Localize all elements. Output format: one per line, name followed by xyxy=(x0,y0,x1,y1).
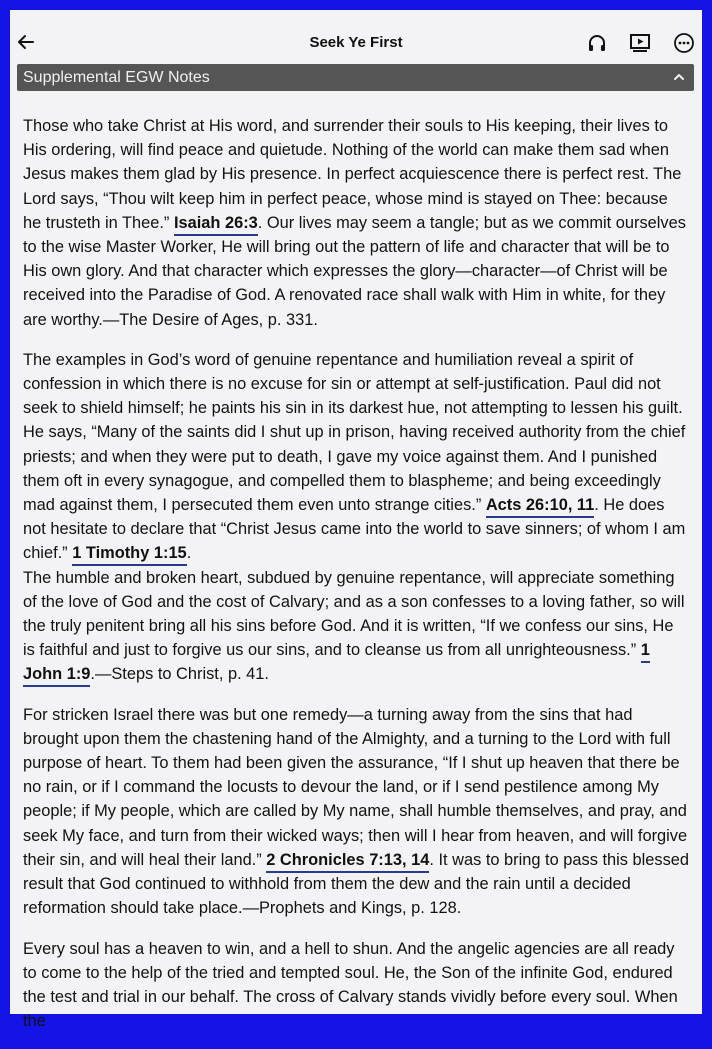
scripture-reference-link[interactable]: 2 Chronicles 7:13, 14 xyxy=(266,851,429,873)
headphones-icon[interactable] xyxy=(586,32,608,54)
paragraph-text: The examples in God’s word of genuine repentance and humiliation reveal a spirit of confession in which there is no excuse for sin or attempt at self-justification. Paul did not seek to shield himself; he paints his sin in its darkest hue, not attempting to lessen his guilt. He says, “Many of the saints did I shut up in prison, having received authority from the chief priests; and when they were put to death, I gave my voice against them. And I punished them oft in every synagogue, and compelled them to blaspheme; and being exceedingly mad against them, I persecuted them even unto strange cities.” xyxy=(23,350,686,515)
paragraph-text: . It was to bring to pass this blessed result that God continued to withhold from them the dew and the rain until a decided reformation should take place.—Prophets and Kings, p. 128. xyxy=(23,850,689,918)
chevron-up-icon[interactable] xyxy=(672,70,686,84)
paragraph-text: The humble and broken heart, subdued by genuine repentance, will appreciate something of the love of God and the cost of Calvary; and as a son confesses to a loving father, so will the truly penitent bring all his sins before God. And it is written, “If we confess our sins, He is faithful and just to forgive us our sins, and to cleanse us from all unrighteousness.” xyxy=(23,568,685,660)
paragraph-text: Every soul has a heaven to win, and a hell to shun. And the angelic agencies are all ready to come to the help of the tried and tempted soul. He, the Son of the infinite God, endured the test and trial in our behalf. The cross of Calvary stands vividly before every soul. When the xyxy=(23,939,678,1031)
scripture-reference-link[interactable]: Isaiah 26:3 xyxy=(174,214,258,236)
more-options-icon[interactable] xyxy=(673,32,695,54)
paragraph-text: Those who take Christ at His word, and surrender their souls to His keeping, their lives to His ordering, will find peace and quietude. Nothing of the world can make them sad when Jesus makes them glad by His presence. In perfect acquiescence there is perfect rest. The Lord says, “Thou wilt keep him in perfect peace, whose mind is stayed on Thee: because he trusteth in Thee.” xyxy=(23,117,682,232)
note-paragraph xyxy=(23,114,689,332)
note-paragraph xyxy=(23,703,689,921)
note-paragraph xyxy=(23,937,689,1034)
notes-content xyxy=(23,114,689,1049)
paragraph-text: .—Steps to Christ, p. 41. xyxy=(90,665,269,684)
section-title: Supplemental EGW Notes xyxy=(23,69,210,86)
page-title: Seek Ye First xyxy=(309,34,403,51)
note-paragraph xyxy=(23,566,689,687)
video-play-icon[interactable] xyxy=(629,32,651,54)
app-frame xyxy=(10,10,702,1031)
scripture-reference-link[interactable]: 1 Timothy 1:15 xyxy=(72,544,186,566)
paragraph-text: . Our lives may seem a tangle; but as we commit ourselves to the wise Master Worker, He will bring out the pattern of life and character that will be to His own glory. And that character which expresses the glory—character—of Christ will be received into the Paradise of God. A renovated race shall walk with Him in white, for they are worthy.—The Desire of Ages, p. 331. xyxy=(23,213,686,329)
paragraph-text: . xyxy=(186,544,192,563)
paragraph-text: . He does not hesitate to declare that “Christ Jesus came into the world to save sinners; of whom I am chief.” xyxy=(23,496,686,563)
section-header[interactable] xyxy=(17,64,694,91)
scripture-reference-link[interactable]: Acts 26:10, 11 xyxy=(486,496,594,518)
scripture-reference-link[interactable]: 1 John 1:9 xyxy=(23,641,650,687)
paragraph-text: For stricken Israel there was but one remedy—a turning away from the sins that had brought upon them the chastening hand of the Almighty, and a turning to the Lord with full purpose of heart. To them had been given the assurance, “If I shut up heaven that there be no rain, or if I command the locusts to devour the land, or if I send pestilence among My people; if My people, which are called by My name, shall humble themselves, and pray, and seek My face, and turn from their wicked ways; then will I hear from heaven, and will forgive their sin, and will heal their land.” xyxy=(23,705,688,869)
note-paragraph xyxy=(23,348,689,566)
top-bar xyxy=(10,10,702,62)
